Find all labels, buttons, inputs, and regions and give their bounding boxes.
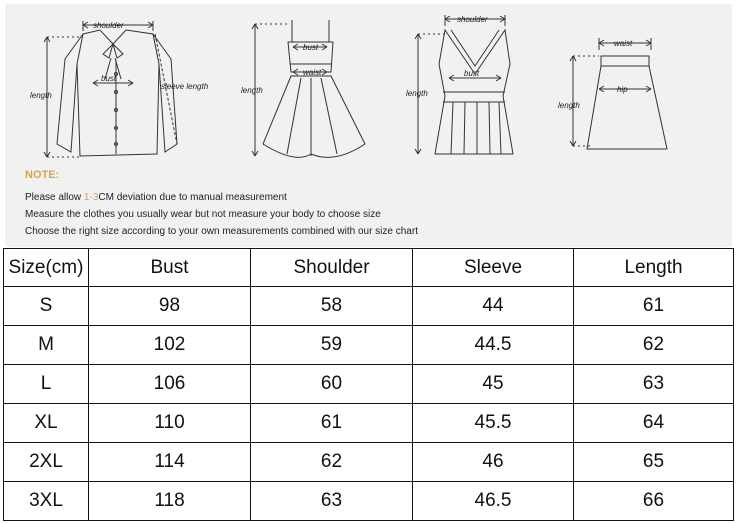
- cell-shoulder: 59: [251, 326, 413, 365]
- size-chart-table: [3, 248, 734, 521]
- cell-shoulder: 58: [251, 287, 413, 326]
- cell-bust: 118: [89, 482, 251, 521]
- cell-sleeve: 46: [413, 443, 574, 482]
- cell-bust: 110: [89, 404, 251, 443]
- cell-length: 61: [574, 287, 734, 326]
- note-line1-suffix: CM deviation due to manual measurement: [98, 192, 287, 203]
- shirt-length-label: length: [30, 91, 52, 100]
- vest-length-label: length: [406, 89, 428, 98]
- cell-sleeve: 46.5: [413, 482, 574, 521]
- cell-size: M: [4, 326, 89, 365]
- cell-size: 3XL: [4, 482, 89, 521]
- table-row: [4, 482, 734, 521]
- vest-diagram: [415, 15, 513, 154]
- table-row: [4, 404, 734, 443]
- cell-sleeve: 44.5: [413, 326, 574, 365]
- dress-length-label: length: [241, 86, 263, 95]
- note-line-measure: Measure the clothes you usually wear but not measure your body to choose size: [25, 209, 381, 220]
- header-size: Size(cm): [4, 249, 89, 287]
- note-deviation-range: 1-3: [83, 192, 99, 203]
- cell-length: 66: [574, 482, 734, 521]
- table-row: [4, 287, 734, 326]
- note-line-choose: Choose the right size according to your own measurements combined with our size chart: [25, 226, 418, 237]
- cell-length: 64: [574, 404, 734, 443]
- skirt-length-label: length: [558, 101, 580, 110]
- vest-shoulder-label: shoulder: [457, 15, 488, 24]
- table-row: [4, 326, 734, 365]
- cell-shoulder: 62: [251, 443, 413, 482]
- table-row: [4, 443, 734, 482]
- note-title: NOTE:: [25, 169, 60, 181]
- dress-bust-label: bust: [303, 43, 319, 52]
- header-length: Length: [574, 249, 734, 287]
- cell-bust: 114: [89, 443, 251, 482]
- cell-length: 65: [574, 443, 734, 482]
- shirt-bust-label: bust: [101, 74, 117, 83]
- shirt-shoulder-label: shoulder: [93, 21, 124, 30]
- header-sleeve: Sleeve: [413, 249, 574, 287]
- skirt-waist-label: waist: [614, 39, 633, 48]
- cell-bust: 98: [89, 287, 251, 326]
- header-shoulder: Shoulder: [251, 249, 413, 287]
- measurement-note: [25, 169, 725, 240]
- cell-size: XL: [4, 404, 89, 443]
- cell-sleeve: 45: [413, 365, 574, 404]
- cell-length: 63: [574, 365, 734, 404]
- cell-length: 62: [574, 326, 734, 365]
- dress-diagram: [252, 20, 365, 157]
- cell-size: S: [4, 287, 89, 326]
- cell-shoulder: 60: [251, 365, 413, 404]
- table-row: [4, 365, 734, 404]
- cell-bust: 106: [89, 365, 251, 404]
- cell-size: 2XL: [4, 443, 89, 482]
- cell-sleeve: 45.5: [413, 404, 574, 443]
- cell-sleeve: 44: [413, 287, 574, 326]
- cell-shoulder: 63: [251, 482, 413, 521]
- table-header-row: [4, 249, 734, 287]
- note-line1-prefix: Please allow: [25, 192, 84, 203]
- dress-waist-label: waist: [303, 68, 322, 77]
- cell-shoulder: 61: [251, 404, 413, 443]
- cell-bust: 102: [89, 326, 251, 365]
- measurement-illustration-panel: [5, 4, 732, 247]
- shirt-sleeve-label: sleeve length: [161, 82, 209, 91]
- header-bust: Bust: [89, 249, 251, 287]
- note-line-deviation: [25, 189, 725, 206]
- shirt-diagram: [44, 21, 177, 157]
- skirt-hip-label: hip: [617, 85, 628, 94]
- vest-bust-label: bust: [464, 69, 480, 78]
- cell-size: L: [4, 365, 89, 404]
